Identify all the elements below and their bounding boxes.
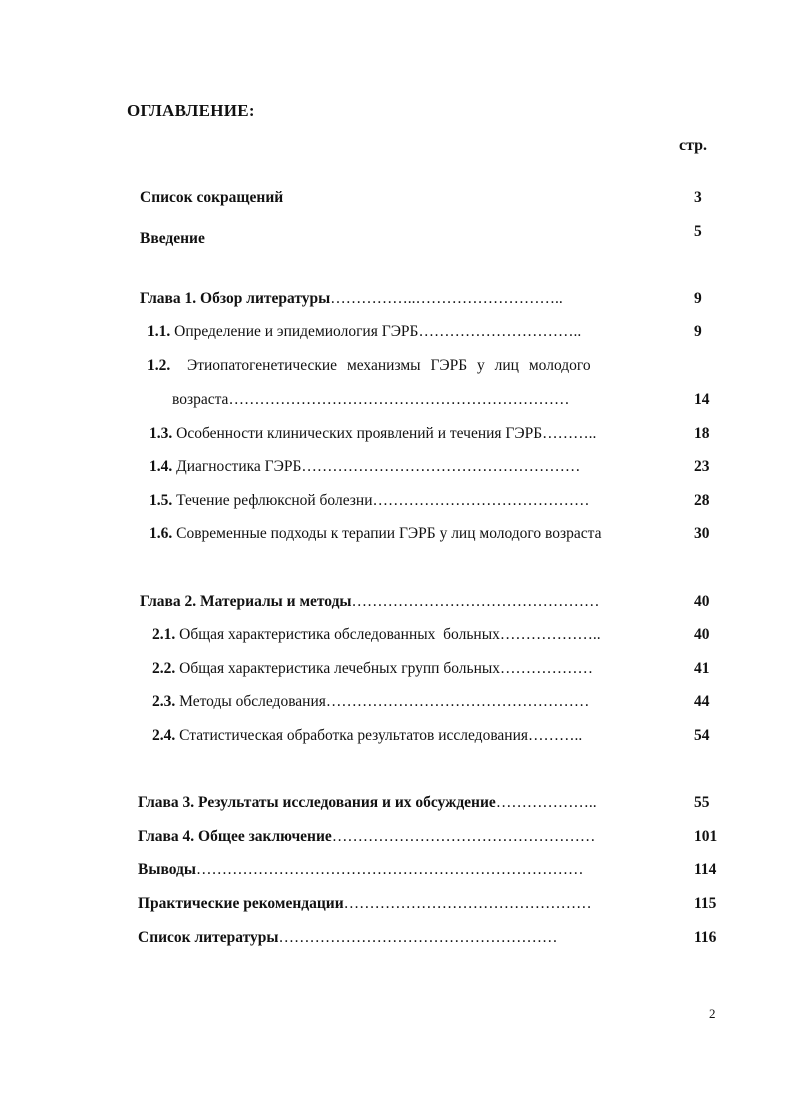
toc-page-number: 115 <box>694 895 717 912</box>
toc-page-number: 41 <box>694 660 710 677</box>
toc-leader: ……….. <box>542 425 597 442</box>
toc-entry[interactable] <box>152 625 601 645</box>
toc-entry-text: Глава 4. Общее заключение <box>138 828 332 845</box>
toc-leader: …………………………………………… <box>325 693 590 710</box>
toc-page-number: 55 <box>694 794 710 811</box>
toc-leader: ……………….. <box>495 794 597 811</box>
toc-entry-text: Глава 1. Обзор литературы <box>140 290 331 307</box>
toc-page-number: 116 <box>694 929 717 946</box>
toc-leader: ………………………………………… <box>351 593 600 610</box>
toc-entry-text: Глава 2. Материалы и методы <box>140 593 352 610</box>
toc-entry-number: 2.4. <box>152 727 176 744</box>
toc-entry[interactable] <box>147 356 664 376</box>
toc-entry-text: Диагностика ГЭРБ <box>176 458 302 475</box>
toc-entry-text: Определение и эпидемиология ГЭРБ <box>174 323 419 340</box>
toc-page-number: 28 <box>694 492 710 509</box>
toc-entry-number: 2.2. <box>152 660 176 677</box>
toc-entry[interactable] <box>149 457 580 477</box>
toc-leader: ………………………………………………………… <box>228 391 570 408</box>
toc-entry[interactable] <box>152 659 593 679</box>
toc-entry[interactable] <box>152 692 589 712</box>
toc-entry-text <box>187 356 664 376</box>
toc-leader: ……….. <box>528 727 583 744</box>
toc-page-number: 30 <box>694 525 710 542</box>
toc-entry-text: Особенности клинических проявлений и течения ГЭРБ <box>176 425 543 442</box>
toc-page-number: 5 <box>694 223 702 240</box>
toc-entry-text: Статистическая обработка результатов исследования <box>179 727 529 744</box>
toc-entry-text: Общая характеристика обследованных больных <box>179 626 500 643</box>
toc-page-number: 101 <box>694 828 718 845</box>
toc-leader: ……………..……………………….. <box>330 290 563 307</box>
toc-entry-text: Методы обследования <box>179 693 326 710</box>
toc-entry-text: Введение <box>140 230 205 247</box>
toc-page-number: 9 <box>694 323 702 340</box>
toc-leader: ………………………………………………………………… <box>195 861 584 878</box>
toc-leader: ……………… <box>500 660 594 677</box>
toc-entry-text-inner: Этиопатогенетические механизмы ГЭРБ у лиц молодого <box>187 357 591 374</box>
toc-leader: ……………………………………………… <box>301 458 581 475</box>
toc-page-number: 9 <box>694 290 702 307</box>
toc-entry-text: возраста <box>172 391 229 408</box>
toc-page-number: 54 <box>694 727 710 744</box>
toc-entry-number: 2.1. <box>152 626 176 643</box>
toc-entry-number: 1.3. <box>149 425 173 442</box>
toc-entry[interactable] <box>152 726 582 746</box>
toc-page-number: 3 <box>694 189 702 206</box>
toc-entry-text: Течение рефлюксной болезни <box>176 492 373 509</box>
toc-page-number: 44 <box>694 693 710 710</box>
toc-entry[interactable] <box>140 188 283 208</box>
page-column-header: стр. <box>679 137 708 154</box>
toc-leader: …………………………………………… <box>331 828 596 845</box>
toc-entry[interactable] <box>138 827 595 847</box>
toc-entry-number: 1.5. <box>149 492 173 509</box>
toc-leader: ………………………….. <box>418 323 582 340</box>
toc-page-number: 114 <box>694 861 717 878</box>
toc-entry[interactable] <box>138 793 597 813</box>
toc-page-number: 40 <box>694 593 710 610</box>
toc-leader: ……………………………………………… <box>278 929 558 946</box>
toc-title: ОГЛАВЛЕНИЕ: <box>127 101 255 120</box>
toc-page-number: 14 <box>694 391 710 408</box>
toc-entry-text: Список сокращений <box>140 189 284 206</box>
toc-page-number: 40 <box>694 626 710 643</box>
toc-entry-number: 1.1. <box>147 323 171 340</box>
toc-leader: …………………………………… <box>372 492 590 509</box>
toc-entry-number: 2.3. <box>152 693 176 710</box>
toc-entry-number: 1.6. <box>149 525 173 542</box>
toc-entry-text: Общая характеристика лечебных групп больных <box>179 660 501 677</box>
toc-entry-text: Список литературы <box>138 929 279 946</box>
toc-entry-text: Современные подходы к терапии ГЭРБ у лиц молодого возраста <box>176 525 602 542</box>
toc-page-number: 23 <box>694 458 710 475</box>
toc-entry[interactable] <box>140 289 563 309</box>
toc-entry-number: 1.2. <box>147 357 171 374</box>
toc-entry[interactable] <box>138 928 557 948</box>
toc-entry[interactable] <box>138 894 592 914</box>
toc-entry[interactable] <box>140 592 600 612</box>
toc-entry-text: Практические рекомендации <box>138 895 344 912</box>
toc-entry-text: Глава 3. Результаты исследования и их обсуждение <box>138 794 496 811</box>
toc-entry[interactable] <box>149 491 590 511</box>
toc-entry-number: 1.4. <box>149 458 173 475</box>
toc-entry[interactable] <box>138 860 583 880</box>
toc-entry[interactable] <box>147 322 581 342</box>
toc-entry[interactable] <box>149 424 596 444</box>
footer-page-number: 2 <box>709 1006 716 1021</box>
toc-leader: ………………………………………… <box>343 895 592 912</box>
toc-entry[interactable] <box>172 390 569 410</box>
toc-page-number: 18 <box>694 425 710 442</box>
toc-entry-text: Выводы <box>138 861 196 878</box>
toc-entry[interactable] <box>149 524 601 544</box>
toc-leader: ……………….. <box>499 626 601 643</box>
toc-entry[interactable] <box>140 229 205 249</box>
